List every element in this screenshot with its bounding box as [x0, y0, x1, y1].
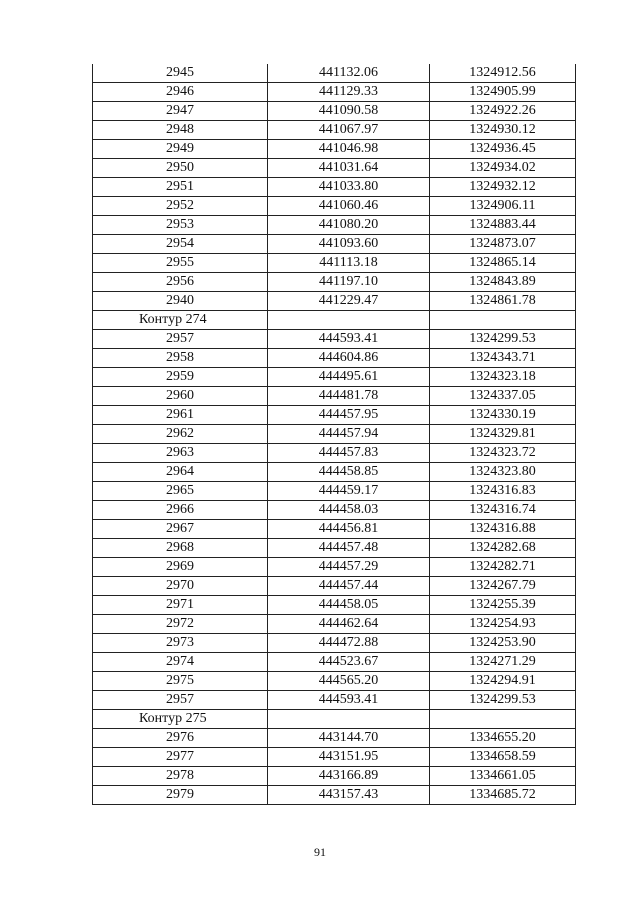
x-coordinate-cell: 444457.95	[268, 406, 430, 425]
x-coordinate-cell: 443157.43	[268, 786, 430, 805]
y-coordinate-cell: 1324330.19	[430, 406, 576, 425]
table-row	[93, 444, 576, 463]
y-coordinate-cell: 1324865.14	[430, 254, 576, 273]
y-coordinate-cell: 1324271.29	[430, 653, 576, 672]
point-number-cell: 2949	[93, 140, 268, 159]
table-row	[93, 216, 576, 235]
table-row	[93, 501, 576, 520]
table-row	[93, 330, 576, 349]
point-number-cell: 2948	[93, 121, 268, 140]
table-row	[93, 482, 576, 501]
y-coordinate-cell: 1324843.89	[430, 273, 576, 292]
y-coordinate-cell: 1324299.53	[430, 691, 576, 710]
x-coordinate-cell: 441129.33	[268, 83, 430, 102]
point-number-cell: 2979	[93, 786, 268, 805]
empty-cell	[268, 710, 430, 729]
point-number-cell: 2972	[93, 615, 268, 634]
point-number-cell: 2968	[93, 539, 268, 558]
x-coordinate-cell: 444457.83	[268, 444, 430, 463]
y-coordinate-cell: 1324323.80	[430, 463, 576, 482]
x-coordinate-cell: 444457.44	[268, 577, 430, 596]
contour-header-row	[93, 710, 576, 729]
y-coordinate-cell: 1324932.12	[430, 178, 576, 197]
table-row	[93, 520, 576, 539]
table-row	[93, 254, 576, 273]
y-coordinate-cell: 1334685.72	[430, 786, 576, 805]
x-coordinate-cell: 441080.20	[268, 216, 430, 235]
contour-header-row	[93, 311, 576, 330]
y-coordinate-cell: 1324255.39	[430, 596, 576, 615]
y-coordinate-cell: 1324343.71	[430, 349, 576, 368]
table-row	[93, 691, 576, 710]
point-number-cell: 2960	[93, 387, 268, 406]
x-coordinate-cell: 444459.17	[268, 482, 430, 501]
table-row	[93, 159, 576, 178]
table-row	[93, 178, 576, 197]
y-coordinate-cell: 1324873.07	[430, 235, 576, 254]
x-coordinate-cell: 443144.70	[268, 729, 430, 748]
x-coordinate-cell: 444462.64	[268, 615, 430, 634]
table-row	[93, 634, 576, 653]
contour-title: Контур 274	[93, 311, 268, 330]
y-coordinate-cell: 1324282.71	[430, 558, 576, 577]
y-coordinate-cell: 1324316.74	[430, 501, 576, 520]
point-number-cell: 2950	[93, 159, 268, 178]
empty-cell	[430, 311, 576, 330]
y-coordinate-cell: 1324282.68	[430, 539, 576, 558]
point-number-cell: 2977	[93, 748, 268, 767]
x-coordinate-cell: 441033.80	[268, 178, 430, 197]
x-coordinate-cell: 441132.06	[268, 64, 430, 83]
point-number-cell: 2954	[93, 235, 268, 254]
table-row	[93, 140, 576, 159]
x-coordinate-cell: 441113.18	[268, 254, 430, 273]
table-row	[93, 748, 576, 767]
x-coordinate-cell: 444457.94	[268, 425, 430, 444]
table-row	[93, 425, 576, 444]
x-coordinate-cell: 443151.95	[268, 748, 430, 767]
point-number-cell: 2940	[93, 292, 268, 311]
coordinates-table-body	[93, 64, 576, 805]
point-number-cell: 2957	[93, 330, 268, 349]
table-row	[93, 596, 576, 615]
table-row	[93, 292, 576, 311]
point-number-cell: 2974	[93, 653, 268, 672]
y-coordinate-cell: 1324323.72	[430, 444, 576, 463]
point-number-cell: 2967	[93, 520, 268, 539]
x-coordinate-cell: 444593.41	[268, 691, 430, 710]
x-coordinate-cell: 444458.05	[268, 596, 430, 615]
table-row	[93, 349, 576, 368]
y-coordinate-cell: 1324253.90	[430, 634, 576, 653]
y-coordinate-cell: 1334661.05	[430, 767, 576, 786]
table-row	[93, 577, 576, 596]
x-coordinate-cell: 444523.67	[268, 653, 430, 672]
x-coordinate-cell: 444458.85	[268, 463, 430, 482]
y-coordinate-cell: 1324930.12	[430, 121, 576, 140]
point-number-cell: 2976	[93, 729, 268, 748]
table-row	[93, 767, 576, 786]
table-row	[93, 729, 576, 748]
table-row	[93, 197, 576, 216]
y-coordinate-cell: 1324906.11	[430, 197, 576, 216]
table-row	[93, 102, 576, 121]
table-row	[93, 653, 576, 672]
point-number-cell: 2966	[93, 501, 268, 520]
x-coordinate-cell: 444457.48	[268, 539, 430, 558]
x-coordinate-cell: 441197.10	[268, 273, 430, 292]
point-number-cell: 2951	[93, 178, 268, 197]
x-coordinate-cell: 444472.88	[268, 634, 430, 653]
x-coordinate-cell: 443166.89	[268, 767, 430, 786]
y-coordinate-cell: 1324905.99	[430, 83, 576, 102]
y-coordinate-cell: 1334658.59	[430, 748, 576, 767]
y-coordinate-cell: 1334655.20	[430, 729, 576, 748]
y-coordinate-cell: 1324912.56	[430, 64, 576, 83]
y-coordinate-cell: 1324936.45	[430, 140, 576, 159]
x-coordinate-cell: 441229.47	[268, 292, 430, 311]
table-row	[93, 672, 576, 691]
y-coordinate-cell: 1324267.79	[430, 577, 576, 596]
x-coordinate-cell: 444456.81	[268, 520, 430, 539]
table-row	[93, 235, 576, 254]
point-number-cell: 2956	[93, 273, 268, 292]
table-row	[93, 406, 576, 425]
y-coordinate-cell: 1324254.93	[430, 615, 576, 634]
point-number-cell: 2978	[93, 767, 268, 786]
point-number-cell: 2973	[93, 634, 268, 653]
table-row	[93, 786, 576, 805]
table-row	[93, 539, 576, 558]
point-number-cell: 2957	[93, 691, 268, 710]
point-number-cell: 2952	[93, 197, 268, 216]
point-number-cell: 2962	[93, 425, 268, 444]
empty-cell	[430, 710, 576, 729]
table-row	[93, 463, 576, 482]
y-coordinate-cell: 1324337.05	[430, 387, 576, 406]
table-row	[93, 615, 576, 634]
y-coordinate-cell: 1324294.91	[430, 672, 576, 691]
y-coordinate-cell: 1324329.81	[430, 425, 576, 444]
x-coordinate-cell: 444458.03	[268, 501, 430, 520]
point-number-cell: 2970	[93, 577, 268, 596]
table-row	[93, 64, 576, 83]
x-coordinate-cell: 441093.60	[268, 235, 430, 254]
y-coordinate-cell: 1324934.02	[430, 159, 576, 178]
x-coordinate-cell: 444565.20	[268, 672, 430, 691]
table-row	[93, 83, 576, 102]
point-number-cell: 2965	[93, 482, 268, 501]
y-coordinate-cell: 1324323.18	[430, 368, 576, 387]
point-number-cell: 2959	[93, 368, 268, 387]
coordinates-table	[92, 64, 576, 805]
x-coordinate-cell: 441031.64	[268, 159, 430, 178]
point-number-cell: 2964	[93, 463, 268, 482]
y-coordinate-cell: 1324316.88	[430, 520, 576, 539]
x-coordinate-cell: 444481.78	[268, 387, 430, 406]
x-coordinate-cell: 441067.97	[268, 121, 430, 140]
y-coordinate-cell: 1324861.78	[430, 292, 576, 311]
point-number-cell: 2975	[93, 672, 268, 691]
y-coordinate-cell: 1324922.26	[430, 102, 576, 121]
x-coordinate-cell: 444495.61	[268, 368, 430, 387]
point-number-cell: 2946	[93, 83, 268, 102]
empty-cell	[268, 311, 430, 330]
table-row	[93, 558, 576, 577]
page-number: 91	[314, 845, 326, 859]
point-number-cell: 2945	[93, 64, 268, 83]
y-coordinate-cell: 1324299.53	[430, 330, 576, 349]
table-row	[93, 121, 576, 140]
table-row	[93, 368, 576, 387]
y-coordinate-cell: 1324883.44	[430, 216, 576, 235]
x-coordinate-cell: 444593.41	[268, 330, 430, 349]
table-row	[93, 387, 576, 406]
point-number-cell: 2958	[93, 349, 268, 368]
x-coordinate-cell: 444604.86	[268, 349, 430, 368]
x-coordinate-cell: 441090.58	[268, 102, 430, 121]
point-number-cell: 2963	[93, 444, 268, 463]
point-number-cell: 2953	[93, 216, 268, 235]
table-row	[93, 273, 576, 292]
x-coordinate-cell: 444457.29	[268, 558, 430, 577]
point-number-cell: 2969	[93, 558, 268, 577]
x-coordinate-cell: 441046.98	[268, 140, 430, 159]
y-coordinate-cell: 1324316.83	[430, 482, 576, 501]
x-coordinate-cell: 441060.46	[268, 197, 430, 216]
point-number-cell: 2955	[93, 254, 268, 273]
contour-title: Контур 275	[93, 710, 268, 729]
point-number-cell: 2961	[93, 406, 268, 425]
point-number-cell: 2971	[93, 596, 268, 615]
point-number-cell: 2947	[93, 102, 268, 121]
